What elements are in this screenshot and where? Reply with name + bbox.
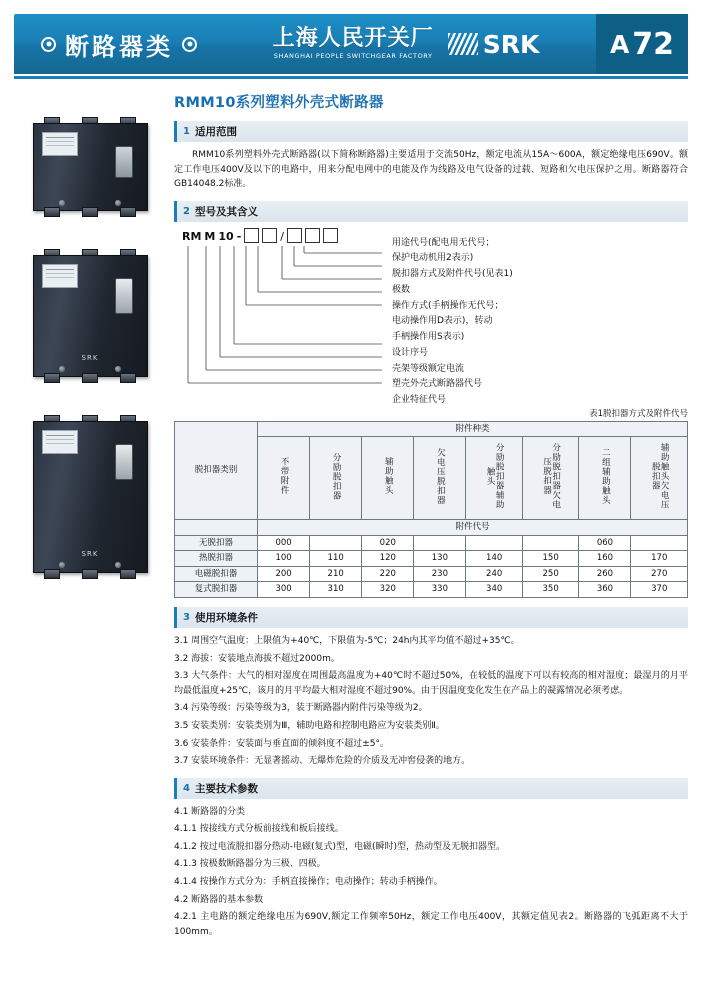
section-number: 4 [183, 782, 190, 794]
spec-item: 4.1 断路器的分类 [174, 806, 246, 817]
nameplate [42, 132, 78, 156]
page-number: 72 [632, 26, 675, 62]
page-title: RMM10系列塑料外壳式断路器 [174, 95, 384, 111]
housing-marking: SRK [81, 550, 99, 558]
section-title: 主要技术参数 [194, 782, 258, 795]
cell: 270 [631, 566, 688, 582]
legend-item-3: 极数 [392, 284, 411, 295]
screws [34, 562, 147, 568]
page-letter: A [609, 29, 630, 59]
operating-handle [115, 444, 133, 480]
factory-name-cn: 上海人民开关厂 [272, 26, 434, 52]
section-number: 3 [183, 612, 190, 624]
col-header-3-text: 欠电压脱扣器 [435, 447, 446, 505]
screws [34, 366, 147, 372]
cell: 250 [522, 566, 578, 582]
legend-item-4: 操作方式(手柄操作无代号； [392, 300, 504, 311]
section-heading-model [174, 201, 688, 222]
table-caption: 表1脱扣器方式及附件代号 [589, 408, 688, 419]
section-number: 1 [183, 126, 190, 137]
environment-item: 3.6 安装条件：安装面与垂直面的倾斜度不超过±5°。 [174, 738, 389, 749]
group-header-accessory-types: 附件种类 [258, 421, 688, 437]
legend-item-8: 壳架等级额定电流 [392, 363, 465, 374]
col-header-4 [466, 437, 522, 520]
cell: 260 [579, 566, 631, 582]
col-header-category: 脱扣器类别 [175, 421, 258, 519]
factory-name [273, 28, 434, 60]
housing-marking: SRK [81, 354, 99, 362]
cell [631, 535, 688, 551]
cell: 240 [466, 566, 522, 582]
environment-item: 3.1 周围空气温度：上限值为+40℃，下限值为-5℃；24h内其平均值不超过+35℃。 [174, 636, 520, 647]
operating-handle [115, 146, 133, 178]
breaker-housing [33, 255, 148, 377]
model-code-num: 10 [218, 229, 234, 243]
col-header-5-text: 分励脱扣器欠电压脱扣器 [541, 443, 561, 510]
col-header-7 [631, 437, 688, 520]
page-number-badge [596, 14, 688, 74]
col-header-0-text: 不带附件 [279, 457, 290, 496]
model-legend [392, 236, 513, 409]
nameplate [42, 430, 78, 454]
model-code-rm: RM [182, 229, 202, 243]
section-heading-environment [174, 607, 688, 628]
spec-item: 4.1.4 按操作方式分为：手柄直接操作；电动操作；转动手柄操作。 [174, 877, 443, 888]
cell: 130 [414, 551, 466, 567]
terminals-bottom [33, 569, 148, 579]
col-header-2-text: 辅助触头 [383, 457, 394, 496]
model-code-m: M [204, 229, 216, 243]
operating-handle [115, 278, 133, 314]
cell: 310 [310, 582, 362, 598]
header-category [14, 27, 206, 62]
col-header-1-text: 分励脱扣器 [331, 452, 342, 501]
cell: 330 [414, 582, 466, 598]
section-heading-specs [174, 778, 688, 799]
environment-item: 3.3 大气条件：大气的相对湿度在周围最高温度为+40℃时不超过50%，在较低的温度下可以有较高的相对湿度；最湿月的月平均最低温度+25℃，该月的月平均最大相对湿度不超过90%。由于因温度变化发生在产品上的凝露情况必须考虑。 [174, 671, 688, 696]
model-designation-diagram [174, 228, 688, 406]
cell: 230 [414, 566, 466, 582]
scope-paragraph: RMM10系列塑料外壳式断路器(以下简称断路器)主要适用于交流50Hz，额定电流从15A～600A，额定绝缘电压690V。额定工作电压400V及以下的电路中，用来分配电网中的电能及作为线路及电气设备的过载、短路和欠电压保护之用。断路器符合GB14048.2标准。 [174, 150, 688, 190]
model-code-dash: - [236, 229, 242, 243]
cell: 340 [466, 582, 522, 598]
cell [522, 535, 578, 551]
photo-breaker-large [33, 421, 148, 573]
terminals-bottom [33, 207, 148, 217]
environment-item: 3.5 安装类别：安装类别为Ⅲ，辅助电路和控制电路应为安装类别Ⅱ。 [174, 721, 445, 731]
cell: 150 [522, 551, 578, 567]
cell: 360 [579, 582, 631, 598]
cell: 020 [362, 535, 414, 551]
legend-item-2: 脱扣器方式及附件代号(见表1) [392, 269, 513, 280]
cell: 140 [466, 551, 522, 567]
row-label: 电磁脱扣器 [175, 566, 258, 582]
cell: 370 [631, 582, 688, 598]
header-rule [14, 76, 688, 79]
subheader-blank [175, 519, 258, 535]
col-header-4-text: 分励脱扣器辅助触头 [485, 443, 505, 510]
photo-breaker-small [33, 123, 148, 211]
col-header-6-text: 二组辅助触头 [600, 447, 611, 505]
spec-item: 4.1.2 按过电流脱扣器分热动-电磁(复式)型，电磁(瞬时)型，热动型及无脱扣器型。 [174, 841, 506, 852]
bullet-icon-right [182, 37, 197, 52]
col-header-1 [310, 437, 362, 520]
col-header-2 [362, 437, 414, 520]
cell: 100 [258, 551, 310, 567]
table-row [175, 566, 688, 582]
spec-item: 4.1.1 按接线方式分板前接线和板后接线。 [174, 824, 344, 835]
spec-item: 4.1.3 按极数断路器分为三极、四极。 [174, 859, 326, 870]
trip-unit-accessory-table [174, 421, 688, 598]
col-header-0 [258, 437, 310, 520]
section-title: 型号及其含义 [194, 205, 258, 218]
spec-item: 4.2 断路器的基本参数 [174, 894, 264, 905]
section-heading-scope [174, 121, 688, 142]
cell [414, 535, 466, 551]
col-header-3 [414, 437, 466, 520]
col-header-5 [522, 437, 578, 520]
cell: 200 [258, 566, 310, 582]
bullet-icon-left [41, 37, 56, 52]
environment-item: 3.2 海拔：安装地点海拔不超过2000m。 [174, 653, 340, 664]
page-header [14, 14, 688, 74]
legend-item-9: 塑壳外壳式断路器代号 [392, 379, 483, 390]
row-label: 热脱扣器 [175, 551, 258, 567]
cell: 060 [579, 535, 631, 551]
table-row [175, 519, 688, 535]
product-photo-column [14, 89, 166, 942]
brand-logo [448, 30, 540, 59]
legend-item-6: 手柄操作用S表示) [392, 332, 465, 343]
spec-item: 4.2.1 主电路的额定绝缘电压为690V,额定工作频率50Hz，额定工作电压400V，其额定值见表2。断路器的飞弧距离不大于100mm。 [174, 912, 688, 937]
section-number: 2 [183, 205, 190, 217]
environment-item: 3.7 安装环境条件：无显著摇动、无爆炸危险的介质及无冲窖侵袭的地方。 [174, 756, 471, 767]
stripes-icon [448, 33, 478, 55]
cell: 000 [258, 535, 310, 551]
environment-list [174, 634, 688, 769]
cell: 320 [362, 582, 414, 598]
row-label: 无脱扣器 [175, 535, 258, 551]
cell: 220 [362, 566, 414, 582]
content-column [166, 89, 688, 942]
cell: 350 [522, 582, 578, 598]
header-brand-block [206, 28, 596, 60]
section-title: 使用环境条件 [194, 612, 258, 625]
specs-list [174, 805, 688, 940]
cell: 170 [631, 551, 688, 567]
photo-breaker-medium [33, 255, 148, 377]
environment-item: 3.4 污染等级：污染等级为3，装于断路器内附件污染等级为2。 [174, 703, 428, 714]
row-label: 复式脱扣器 [175, 582, 258, 598]
nameplate [42, 264, 78, 288]
cell: 160 [579, 551, 631, 567]
table-row [175, 535, 688, 551]
cell: 210 [310, 566, 362, 582]
legend-item-1: 保护电动机用2表示) [392, 253, 474, 264]
cell: 110 [310, 551, 362, 567]
legend-item-0: 用途代号(配电用无代号； [392, 237, 495, 248]
col-header-6 [579, 437, 631, 520]
legend-item-5: 电动操作用D表示)，转动 [392, 316, 493, 327]
section-title: 适用范围 [194, 126, 237, 138]
page-body [14, 89, 688, 942]
terminals-bottom [33, 373, 148, 383]
cell: 300 [258, 582, 310, 598]
category-label: 断路器类 [65, 32, 173, 61]
breaker-housing [33, 123, 148, 211]
subheader-accessory-code: 附件代号 [258, 519, 688, 535]
breaker-housing [33, 421, 148, 573]
table-row [175, 421, 688, 437]
cell [466, 535, 522, 551]
factory-name-en: SHANGHAI PEOPLE SWITCHGEAR FACTORY [273, 52, 433, 61]
cell [310, 535, 362, 551]
model-slash: / [280, 229, 284, 243]
cell: 120 [362, 551, 414, 567]
table-row [175, 551, 688, 567]
brand-label: SRK [482, 29, 540, 59]
screws [34, 200, 147, 206]
table-row [175, 582, 688, 598]
legend-item-10: 企业特征代号 [392, 395, 447, 406]
col-header-7-text: 辅助触头欠电压脱扣器 [650, 443, 670, 510]
legend-item-7: 设计序号 [392, 347, 429, 358]
